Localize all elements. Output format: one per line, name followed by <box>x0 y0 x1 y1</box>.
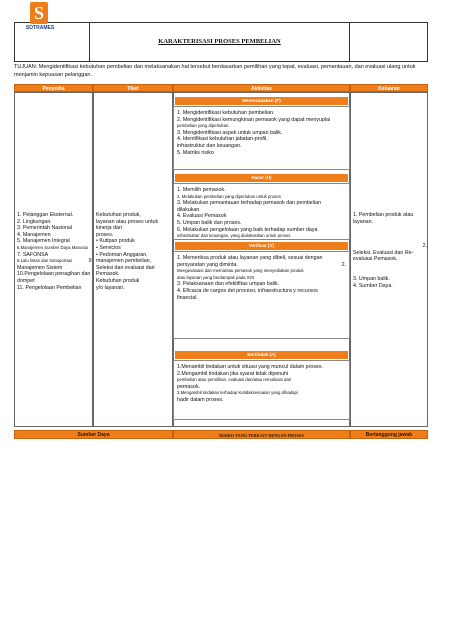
list-item: 4. Evaluasi Pemasok <box>177 213 227 220</box>
list-item: pembelian atau pemilihan, evaluasi dan/atau reevaluasi dari <box>177 377 292 383</box>
list-item: 1. Pelanggan Eksternal. <box>17 212 74 218</box>
list-item: Kebutuhan produk, <box>96 212 141 218</box>
list-item: 6.Manajemen Sumber Daya Manusia <box>17 244 88 250</box>
footer-bertanggung-jawab: Bertanggung jawab <box>350 430 428 439</box>
list-item: financial. <box>177 294 198 301</box>
list-item: Seleksi, Evaluasi dan Re- <box>353 249 414 256</box>
list-item: • Kutipan produk <box>96 238 135 245</box>
list-item: 2. Mengidentifikasi kemungkinan pemasok yang dapat menyuplai <box>177 116 331 123</box>
list-item: pembelian yang diperlukan. <box>177 123 230 129</box>
list-item: hadir dalam proses. <box>177 396 224 403</box>
list-item: • Servicios <box>96 244 121 251</box>
list-item: atau layanan yang berdampak pada SOI <box>177 274 255 280</box>
list-item: Mengevaluasi dan memantau pemasok yang menyediakan produk <box>177 268 304 274</box>
list-item: layanan. <box>353 218 374 225</box>
penyedia-list <box>17 212 93 291</box>
list-item: 10.Pengelolaan penagihan dan dompet <box>17 271 91 284</box>
column-header-aktivitas: Aktivitas <box>173 84 350 92</box>
list-item: manajemen pembelian, <box>96 258 152 265</box>
keluaran-list <box>353 212 427 289</box>
list-item: 5. Umpan balik dan proses. <box>177 219 242 226</box>
list-item <box>177 262 346 269</box>
footer-risiko: RISIKO YANG TERKAIT DENGAN PROSES <box>173 430 350 439</box>
list-item: 2. Melakukan pembelian yang diperlukan untuk proses <box>177 193 281 199</box>
list-item <box>17 258 93 265</box>
list-item: 4. Identifikasi kebutuhan jabatan-profil, <box>177 136 268 143</box>
logo-letter: S <box>33 3 44 23</box>
list-item: 1. Memeriksa produk atau layanan yang dibeli, sesuai dengan <box>177 255 323 261</box>
section-verificar <box>173 251 350 339</box>
list-item: 1. Memilih pemasok. <box>177 187 226 193</box>
section-hacer <box>173 183 350 240</box>
list-item: infrastruktur dan keuangan, yang dialokasikan untuk proses <box>177 233 291 239</box>
list-item-number: 9. <box>88 258 93 265</box>
list-item: 1. Pembelian produk atau <box>353 212 414 218</box>
section-title-verificar: Verificar (V) <box>175 242 348 250</box>
list-item-number: 2. <box>341 261 346 268</box>
list-item: 4. Eficacia de cargos del proceso, infraestructura y recursos <box>177 287 318 294</box>
list-item: proses. <box>96 231 114 238</box>
logo-text: SOTRAMES <box>25 25 55 31</box>
list-item: 4. Manajemen <box>17 231 51 238</box>
section-title-merencanakan: Merencanakan (P) <box>175 97 348 105</box>
list-item: 3. Umpan balik. <box>353 275 390 282</box>
section-bertindak <box>173 360 350 420</box>
list-item: evaluasi Pemasok. <box>353 256 398 263</box>
list-item: 2.Mengambil tindakan jika syarat tidak dipenuhi <box>177 370 289 377</box>
footer-sumber-daya: Sumber Daya <box>14 430 173 439</box>
list-item: y/o layanan. <box>96 284 125 291</box>
list-item: 3. Pemerintah Nasional <box>17 225 73 232</box>
list-item: 3. Mengidentifikasi aspek untuk umpan balik. <box>177 129 283 136</box>
list-item: • Pedoman Anggaran, <box>96 251 148 258</box>
list-item: layanan atau proses untuk <box>96 218 159 225</box>
list-item: Pemasok. <box>96 271 120 278</box>
list-item: 6. Melakukan pengelolaan yang baik terhadap sumber daya <box>177 226 318 233</box>
list-item: dilakukan <box>177 206 200 213</box>
list-item: 11. Pengelolaan Pembelian <box>17 284 82 291</box>
list-item: 1. Mengidentifikasi kebutuhan pembelian. <box>177 110 275 116</box>
list-item: 1.Menambil tindakan untuk situasi yang muncul dalam proses. <box>177 364 324 370</box>
list-item: 5. Matriks risiko <box>177 149 214 156</box>
list-item: Kebutuhan produk <box>96 277 140 284</box>
list-item: pemasok. <box>177 383 200 390</box>
list-item: 2. <box>422 243 427 250</box>
list-item: 3. Pelaksanaan dan efektifitas umpan balik. <box>177 281 280 288</box>
list-item: Seleksi dan evaluasi dari <box>96 264 155 271</box>
list-item: 7. SAFONSA <box>17 251 49 258</box>
column-header-penyedia: Penyedia <box>14 84 93 92</box>
section-title-bertindak: Bertindak (A) <box>175 351 348 359</box>
list-item: 3.Mengambil tindakan terhadap Ketidaksesuaian yang dihadapi <box>177 390 298 396</box>
list-item-text: persyaratan yang diminta. <box>177 261 238 268</box>
section-title-hacer: Hacer (H) <box>175 174 348 182</box>
list-item: infrastruktur dan keuangan. <box>177 142 242 149</box>
list-item: 3. Melakukan pemantauan terhadap pemasok dan pembelian <box>177 200 321 207</box>
list-item: 2. Lingkungan. <box>17 218 52 225</box>
list-item: kinerja dari <box>96 225 122 232</box>
list-item: 4. Sumber Daya. <box>353 282 393 289</box>
list-item-text: 8.Lalu lintas dan transportasi <box>17 258 72 264</box>
list-item: 5. Manajemen Integral <box>17 238 70 245</box>
objective-text: TUJUAN: Mengidentifikasi kebutuhan pembelian dan melaksanakan hal tersebut berdasarkan pemilihan yang tepat, evaluasi, pemantauan, dan evaluasi ulang untuk menjamin kepuasan pelanggan. <box>14 64 416 78</box>
page-title: KARAKTERISASI PROSES PEMBELIAN <box>90 22 350 62</box>
column-header-keluaran: Keluaran <box>350 84 428 92</box>
list-item: Manajemen Sistem <box>17 264 63 271</box>
tiket-list <box>96 212 172 291</box>
column-header-tiket: Tiket <box>93 84 173 92</box>
section-merencanakan <box>173 106 350 170</box>
